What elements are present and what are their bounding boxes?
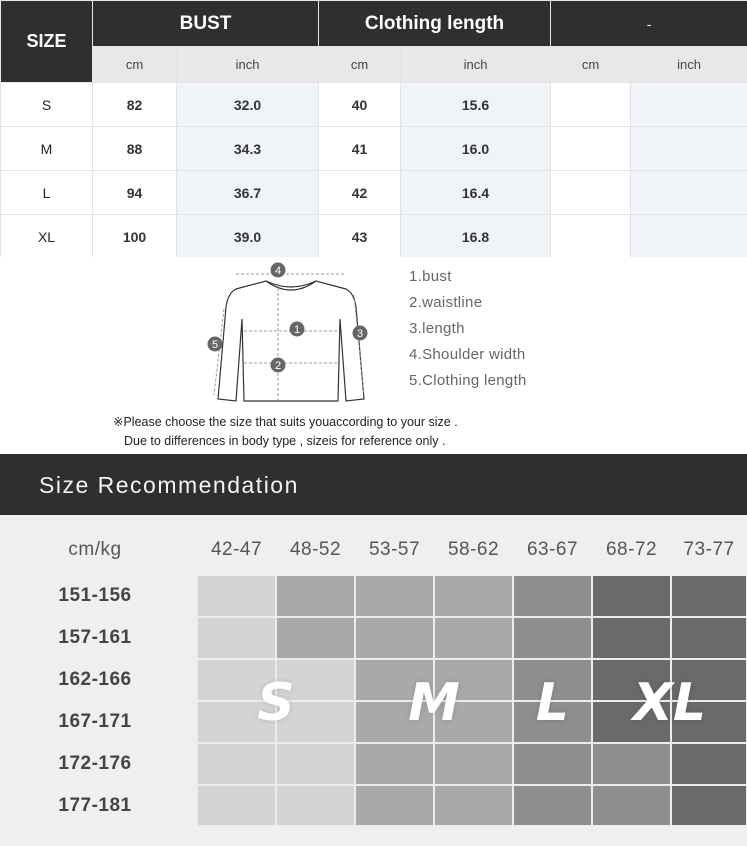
size-cell: L: [1, 171, 93, 215]
unit-label: cm: [93, 47, 177, 83]
recommendation-cell: [197, 743, 276, 785]
weight-range-label: 48-52: [289, 539, 342, 560]
extra-cm-cell: [551, 171, 631, 215]
recommendation-cell: [434, 617, 513, 659]
recommendation-cell: [355, 785, 434, 826]
table-row: [1, 215, 747, 259]
corner-label: cm/kg: [68, 539, 122, 560]
legend-item: 1.bust: [409, 268, 452, 285]
size-zone-label-xl: XL: [632, 673, 707, 733]
table-row: [1, 171, 747, 215]
recommendation-cell: [197, 785, 276, 826]
recommendation-cell: [197, 617, 276, 659]
length-inch-cell: 16.8: [401, 215, 551, 259]
recommendation-cell: [434, 785, 513, 826]
size-column-header: SIZE: [1, 1, 93, 83]
legend-item: 3.length: [409, 320, 465, 337]
recommendation-banner: [0, 454, 747, 515]
extra-header: -: [551, 1, 747, 47]
size-zone-label-s: S: [257, 673, 295, 733]
height-range-label: 177-181: [58, 795, 132, 816]
marker-3: [353, 326, 368, 341]
bust-cm-cell: 100: [93, 215, 177, 259]
weight-range-label: 58-62: [447, 539, 500, 560]
weight-range-label: 68-72: [605, 539, 658, 560]
extra-inch-cell: [631, 171, 747, 215]
legend-item: 2.waistline: [409, 294, 483, 311]
recommendation-cell: [355, 617, 434, 659]
legend-item: 5.Clothing length: [409, 372, 527, 389]
measurement-diagram-section: [0, 257, 747, 454]
size-cell: XL: [1, 215, 93, 259]
svg-text:1: 1: [293, 324, 301, 336]
weight-range-label: 42-47: [210, 539, 263, 560]
recommendation-title: Size Recommendation: [39, 472, 299, 498]
recommendation-cell: [671, 617, 747, 659]
marker-1: [290, 322, 305, 337]
extra-cm-cell: [551, 83, 631, 127]
bust-inch-cell: 36.7: [177, 171, 319, 215]
weight-range-label: 63-67: [526, 539, 579, 560]
size-chart-table: [0, 0, 747, 259]
recommendation-cell: [513, 743, 592, 785]
recommendation-cell: [355, 575, 434, 617]
jacket-measurement-diagram: [196, 259, 386, 409]
recommendation-cell: [276, 785, 355, 826]
extra-inch-cell: [631, 83, 747, 127]
length-inch-cell: 16.0: [401, 127, 551, 171]
svg-text:3: 3: [356, 328, 364, 340]
unit-label: cm: [319, 47, 401, 83]
recommendation-cell: [592, 743, 671, 785]
measurement-legend: [409, 267, 527, 397]
recommendation-cell: [276, 575, 355, 617]
recommendation-cell: [434, 743, 513, 785]
unit-label: inch: [177, 47, 319, 83]
size-zone-label-m: M: [408, 673, 460, 733]
recommendation-cell: [197, 575, 276, 617]
unit-label: inch: [631, 47, 747, 83]
size-cell: M: [1, 127, 93, 171]
recommendation-cell: [434, 575, 513, 617]
svg-text:2: 2: [274, 360, 282, 372]
recommendation-cell: [671, 743, 747, 785]
height-range-label: 151-156: [58, 585, 132, 606]
recommendation-cell: [671, 785, 747, 826]
note-line: Due to differences in body type , sizeis for reference only .: [124, 434, 446, 448]
marker-5: [208, 337, 223, 352]
svg-text:4: 4: [274, 265, 282, 277]
recommendation-cell: [276, 617, 355, 659]
size-recommendation-grid: [0, 515, 747, 846]
extra-cm-cell: [551, 127, 631, 171]
height-range-label: 167-171: [58, 711, 132, 732]
bust-inch-cell: 34.3: [177, 127, 319, 171]
extra-cm-cell: [551, 215, 631, 259]
height-range-label: 157-161: [58, 627, 132, 648]
height-range-label: 172-176: [58, 753, 132, 774]
weight-range-label: 53-57: [368, 539, 421, 560]
extra-inch-cell: [631, 127, 747, 171]
length-cm-cell: 42: [319, 171, 401, 215]
recommendation-cell: [592, 617, 671, 659]
length-inch-cell: 15.6: [401, 83, 551, 127]
length-inch-cell: 16.4: [401, 171, 551, 215]
recommendation-cell: [592, 575, 671, 617]
bust-cm-cell: 82: [93, 83, 177, 127]
size-cell: S: [1, 83, 93, 127]
bust-cm-cell: 94: [93, 171, 177, 215]
size-note: [113, 413, 458, 451]
recommendation-cell: [671, 575, 747, 617]
size-zone-label-l: L: [535, 673, 570, 733]
recommendation-cell: [276, 743, 355, 785]
legend-item: 4.Shoulder width: [409, 346, 526, 363]
bust-header: BUST: [93, 1, 319, 47]
recommendation-cell: [513, 575, 592, 617]
note-line: ※Please choose the size that suits youaccording to your size .: [113, 415, 458, 429]
svg-text:5: 5: [211, 339, 219, 351]
length-cm-cell: 43: [319, 215, 401, 259]
table-row: [1, 83, 747, 127]
recommendation-cell: [513, 617, 592, 659]
bust-cm-cell: 88: [93, 127, 177, 171]
length-cm-cell: 41: [319, 127, 401, 171]
unit-label: inch: [401, 47, 551, 83]
marker-2: [271, 358, 286, 373]
height-range-label: 162-166: [58, 669, 132, 690]
length-cm-cell: 40: [319, 83, 401, 127]
bust-inch-cell: 32.0: [177, 83, 319, 127]
bust-inch-cell: 39.0: [177, 215, 319, 259]
recommendation-cell: [355, 743, 434, 785]
recommendation-cell: [592, 785, 671, 826]
recommendation-cell: [513, 785, 592, 826]
weight-range-label: 73-77: [683, 539, 735, 560]
clothing-length-header: Clothing length: [319, 1, 551, 47]
table-row: [1, 127, 747, 171]
extra-inch-cell: [631, 215, 747, 259]
unit-label: cm: [551, 47, 631, 83]
marker-4: [271, 263, 286, 278]
